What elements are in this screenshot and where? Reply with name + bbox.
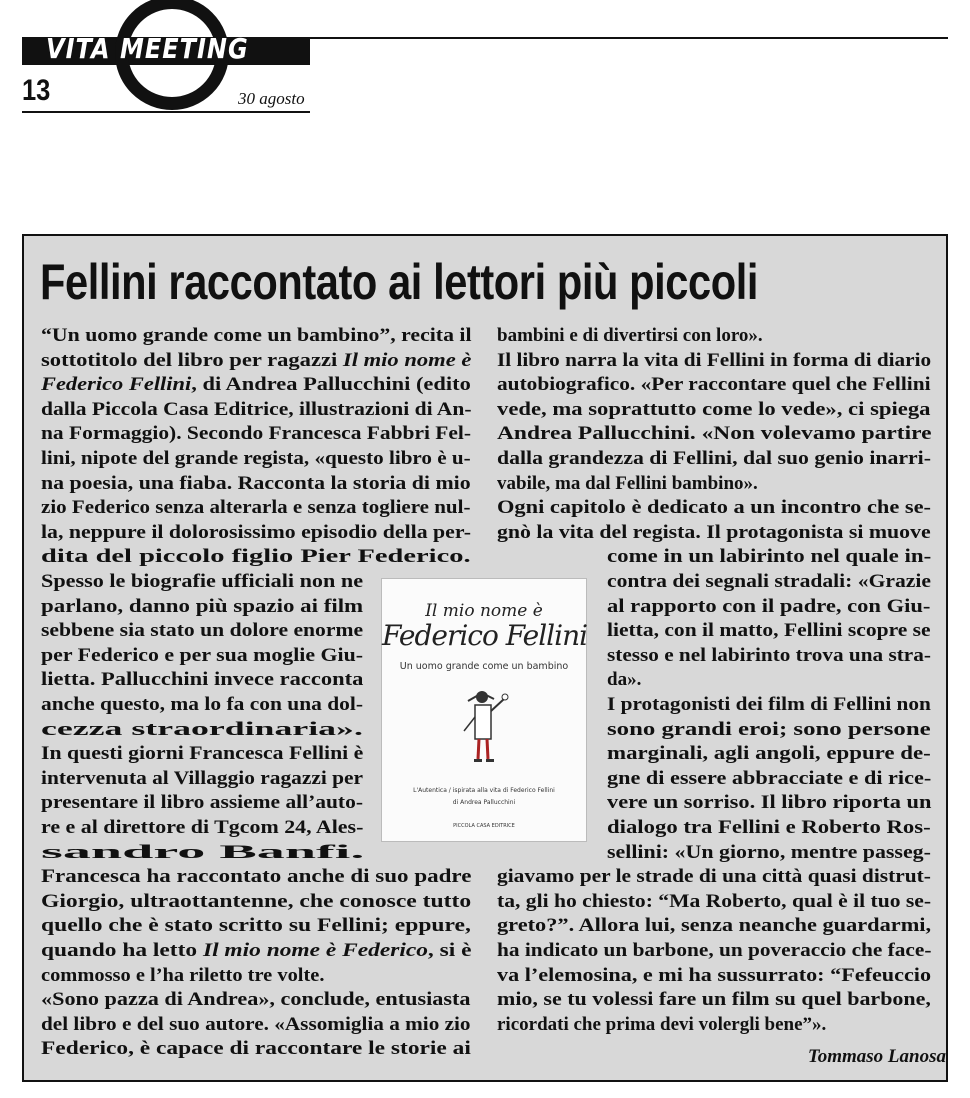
article-text-line: ta, gli ho chiesto: “Ma Roberto, qual è il tuo se- (497, 890, 932, 912)
article-text-line: sellini: «Un giorno, mentre passeg- (607, 841, 931, 863)
article-text-line: sottotitolo del libro per ragazzi Il mio nome è (41, 349, 472, 371)
article-text-line: vabile, ma dal Fellini bambino». (497, 472, 758, 494)
article-text-line: sandro Banfi. (41, 841, 365, 863)
article-text-line: quello che è stato scritto su Fellini; eppure, (41, 915, 471, 937)
article-text-line: va l’elemosina, e mi ha sussurrato: “Fefeuccio (497, 964, 932, 986)
article-text-line: lini, nipote del grande regista, «questo libro è u- (41, 448, 471, 469)
article-text-line: quando ha letto Il mio nome è Federico, si è (41, 940, 472, 961)
article-text-line: lietta. Pallucchini invece racconta (41, 669, 364, 691)
book-cover-image (381, 578, 587, 842)
article-text-line: parlano, danno più spazio ai film (41, 595, 364, 617)
article-text-line: marginali, agli angoli, eppure de- (607, 743, 931, 765)
article-text-line: ha indicato un barbone, un poveraccio che face- (497, 940, 932, 961)
article-text-line: Spesso le biografie ufficiali non ne (41, 571, 364, 592)
cover-illustration-icon (460, 687, 510, 767)
article-text-line: ricordati che prima devi volergli bene”». (497, 1013, 827, 1035)
article-text-line: stesso e nel labirinto trova una stra- (607, 644, 931, 666)
article-text-line: giavamo per le strade di una città quasi distrut- (497, 866, 931, 888)
article-text-line: In questi giorni Francesca Fellini è (41, 743, 364, 765)
article-text-line: vere un sorriso. Il libro riporta un (607, 792, 932, 814)
article-text-line: Ogni capitolo è dedicato a un incontro che se- (497, 497, 932, 519)
article-text-line: sebbene sia stato un dolore enorme (41, 620, 364, 642)
article-text-line: Giorgio, ultraottantenne, che conosce tutto (41, 890, 472, 912)
article-text-line: lietta, con il matto, Fellini scopre se (607, 620, 931, 642)
article-text-line: dalla grandezza di Fellini, dal suo genio inarri- (497, 448, 931, 469)
article-title: Fellini raccontato ai lettori più piccoli (40, 254, 759, 310)
cover-publisher: PICCOLA CASA EDITRICE (453, 823, 515, 829)
article-text-line: contra dei segnali stradali: «Grazie (607, 571, 931, 592)
article-text-line: dita del piccolo figlio Pier Federico. (41, 546, 471, 568)
article-text-line: Il libro narra la vita di Fellini in forma di diario (497, 349, 932, 371)
article-text-line: «Sono pazza di Andrea», conclude, entusiasta (41, 989, 471, 1011)
article-text-line: commosso e l’ha riletto tre volte. (41, 964, 325, 986)
section-title: VITA MEETING (46, 32, 249, 66)
article-text-line: na poesia, una fiaba. Racconta la storia di mio (41, 472, 471, 494)
cover-subtitle: Un uomo grande come un bambino (399, 661, 569, 672)
article-text-line: al rapporto con il padre, con Giu- (607, 595, 931, 617)
article-text-line: intervenuta al Villaggio ragazzi per (41, 767, 364, 789)
cover-tagline: L'Autentica / ispirata alla vita di Federico Fellini (413, 787, 555, 794)
article-text-line: greto?”. Allora lui, senza neanche guardarmi, (497, 915, 932, 937)
article-text-line: del libro e del suo autore. «Assomiglia a mio zio (41, 1013, 471, 1035)
article-text-line: sono grandi eroi; sono persone (607, 718, 931, 740)
article-text-line: come in un labirinto nel quale in- (607, 546, 932, 568)
article-text-line: gnò la vita del regista. Il protagonista si muove (497, 521, 931, 543)
page-number: 13 (22, 74, 51, 107)
article-text-line: per Federico e per sua moglie Giu- (41, 644, 364, 666)
article-text-line: re e al direttore di Tgcom 24, Ales- (41, 817, 364, 838)
article-text-line: gne di essere abbracciate e di rice- (607, 767, 932, 789)
cover-author: di Andrea Pallucchini (452, 799, 516, 806)
article-text-line: Federico Fellini, di Andrea Pallucchini (edito (41, 374, 471, 396)
article-text-line: la, neppure il dolorosissimo episodio della per- (41, 521, 471, 543)
article-text-line: Andrea Pallucchini. «Non volevamo partire (497, 423, 932, 445)
article-text-line: da». (607, 669, 642, 691)
article-text-line: anche questo, ma lo fa con una dol- (41, 694, 364, 715)
article-text-line: I protagonisti dei film di Fellini non (607, 694, 931, 715)
article-text-line: na Formaggio). Secondo Francesca Fabbri Fel- (41, 423, 472, 445)
article-text-line: Francesca ha raccontato anche di suo padre (41, 866, 472, 888)
article-text-line: bambini e di divertirsi con loro». (497, 325, 763, 346)
cover-title-line2: Federico Fellini (382, 619, 588, 652)
article-text-line: “Un uomo grande come un bambino”, recita il (41, 325, 472, 346)
article-text-line: presentare il libro assieme all’auto- (41, 792, 363, 814)
header-underline (22, 111, 310, 113)
article-text-line: Federico, è capace di raccontare le storie ai (41, 1038, 471, 1060)
article-text-line: cezza straordinaria». (41, 718, 363, 740)
article-text-line: zio Federico senza alterarla e senza togliere nul- (41, 497, 471, 519)
article-text-line: autobiografico. «Per raccontare quel che Fellini (497, 374, 931, 396)
issue-date: 30 agosto (238, 89, 305, 108)
article-author: Tommaso Lanosa (807, 1046, 946, 1067)
cover-title-line1: Il mio nome è (425, 601, 543, 621)
article-text-line: dalla Piccola Casa Editrice, illustrazioni di An- (41, 398, 472, 420)
article-text-line: mio, se tu volessi fare un film su quel barbone, (497, 989, 931, 1011)
article-text-line: vede, ma soprattutto come lo vede», ci spiega (497, 398, 931, 420)
article-text-line: dialogo tra Fellini e Roberto Ros- (607, 817, 931, 838)
